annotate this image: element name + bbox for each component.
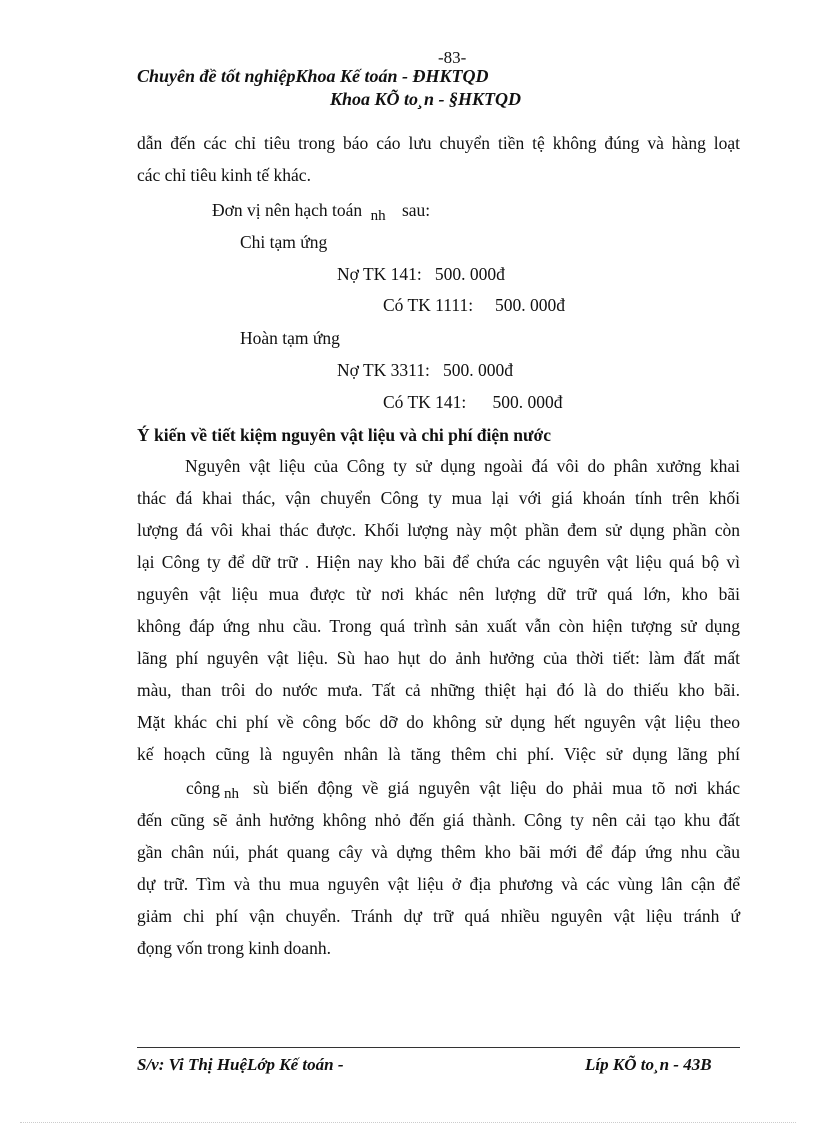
paragraph-line: không đáp ứng nhu cầu. Trong quá trình sản xuất vẫn còn hiện tượng sử dụng [137,616,740,636]
refund-debit-entry: Nợ TK 3311: 500. 000đ [337,360,513,380]
paragraph-line: Nguyên vật liệu của Công ty sử dụng ngoài đá vôi do phân xưởng khai [185,456,740,476]
paragraph-line: lãng phí nguyên vật liệu. Sù hao hụt do ảnh hưởng của thời tiết: làm đất mất [137,648,740,668]
accounting-intro-text: Đơn vị nên hạch toán [212,200,363,220]
accounting-intro-suffix: sau: [401,200,431,220]
refund-title: Hoàn tạm ứng [240,328,340,348]
paragraph2-prefix: công [186,778,221,798]
paragraph-line: lượng đá vôi khai thác được. Khối lượng này một phần đem sử dụng phần còn [137,520,740,540]
footer-left: S/v: Vi Thị HuệLớp Kế toán - [137,1055,344,1074]
page-number: -83- [438,48,467,67]
refund-credit-entry: Có TK 141: 500. 000đ [383,392,563,412]
paragraph-line: nguyên vật liệu mua được từ nơi khác nên lượng dữ trữ quá lớn, kho bãi [137,584,740,604]
paragraph-line: đến cũng sẽ ảnh hưởng không nhỏ đến giá thành. Công ty nên cải tạo khu đất [137,810,740,830]
section-heading: Ý kiến về tiết kiệm nguyên vật liệu và chi phí điện nước [137,425,551,445]
intro-line: dẫn đến các chỉ tiêu trong báo cáo lưu chuyển tiền tệ không đúng và hàng loạt [137,133,740,153]
advance-title: Chi tạm ứng [240,232,328,252]
paragraph2-suffix: sù biến động về giá nguyên vật liệu do phải mua tõ nơi khác [253,778,740,798]
paragraph-line: lại Công ty để dữ trữ . Hiện nay kho bãi để chứa các nguyên vật liệu quá bộ vì [137,552,740,572]
paragraph-line: thác đá khai thác, vận chuyển Công ty mua lại với giá khoán tính trên khối [137,488,740,508]
paragraph-line: kế hoạch cũng là nguyên nhân là tăng thêm chi phí. Việc sử dụng lãng phí [137,744,740,764]
advance-credit-entry: Có TK 1111: 500. 000đ [383,295,565,315]
accounting-intro-fragment: nh [370,208,386,224]
header-line-2: Khoa KÕ to¸n - §HKTQD [330,89,522,109]
paragraph-line [186,778,740,802]
advance-debit-entry: Nợ TK 141: 500. 000đ [337,264,505,284]
paragraph-line: dự trữ. Tìm và thu mua nguyên vật liệu ở địa phương và các vùng lân cận để [137,874,740,894]
header-line-1: Chuyên đề tốt nghiệpKhoa Kế toán - ĐHKTQD [137,66,489,86]
paragraph-line: màu, than trôi do nước mưa. Tất cả những thiệt hại đó là do thiếu kho bãi. [137,680,740,700]
paragraph-line: giảm chi phí vận chuyển. Tránh dự trữ quá nhiều nguyên vật liệu tránh ứ [137,906,740,926]
paragraph2-fragment: nh [224,786,240,802]
accounting-intro [212,200,431,224]
intro-line: các chỉ tiêu kinh tế khác. [137,165,311,185]
paragraph-line: đọng vốn trong kinh doanh. [137,938,331,958]
footer-rule [137,1047,740,1048]
paragraph-line: gần chân núi, phát quang cây và dựng thêm kho bãi mới để đáp ứng nhu cầu [137,842,740,862]
footer-right: Líp KÕ to¸n - 43B [585,1055,712,1074]
paragraph-line: Mặt khác chi phí về công bốc dỡ do không sử dụng hết nguyên vật liệu theo [137,712,740,732]
